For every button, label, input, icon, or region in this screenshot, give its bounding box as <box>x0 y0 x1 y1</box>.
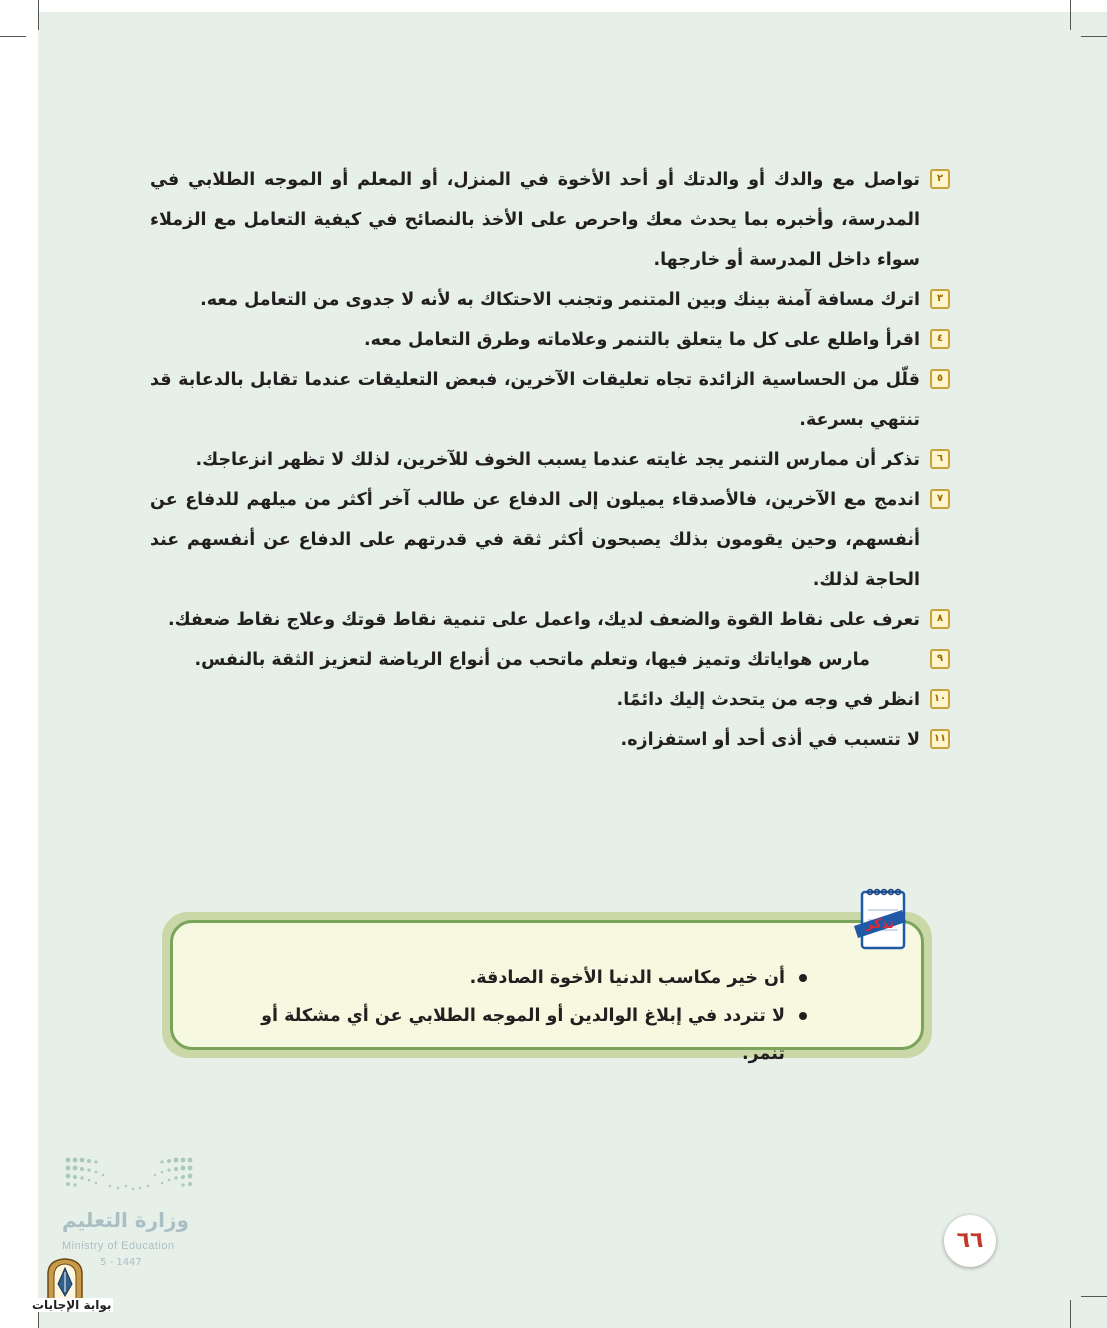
item-text: تعرف على نقاط القوة والضعف لديك، واعمل على تنمية نقاط قوتك وعلاج نقاط ضعفك. <box>167 610 920 630</box>
list-item <box>150 440 950 480</box>
list-item <box>150 320 950 360</box>
tips-list <box>150 160 950 760</box>
remember-title: تذكر <box>865 917 895 932</box>
page-number: ٦٦ <box>944 1215 996 1267</box>
item-number: ٦ <box>930 449 950 469</box>
item-number: ٥ <box>930 369 950 389</box>
crop-mark <box>1081 36 1107 37</box>
crop-mark <box>0 36 26 37</box>
item-text: قلّل من الحساسية الزائدة تجاه تعليقات الآخرين، فبعض التعليقات عندما تقابل بالدعابة قد تنتهي بسرعة. <box>150 370 920 430</box>
list-item <box>150 360 950 440</box>
list-item <box>150 280 950 320</box>
pen-nib-icon <box>44 1256 86 1302</box>
crop-mark <box>1070 1300 1071 1328</box>
list-item <box>150 640 950 680</box>
item-number: ١١ <box>930 729 950 749</box>
list-item <box>150 720 950 760</box>
item-number: ٢ <box>930 169 950 189</box>
crop-mark <box>1081 1296 1107 1297</box>
item-number: ٤ <box>930 329 950 349</box>
crop-mark <box>1070 0 1071 30</box>
item-text: تذكر أن ممارس التنمر يجد غايته عندما يسبب الخوف للآخرين، لذلك لا تظهر انزعاجك. <box>195 450 920 470</box>
list-item <box>150 480 950 600</box>
list-item <box>150 600 950 640</box>
list-item <box>150 160 950 280</box>
item-text: لا تتسبب في أذى أحد أو استفزازه. <box>620 730 920 750</box>
item-number: ٣ <box>930 289 950 309</box>
item-number: ٨ <box>930 609 950 629</box>
remember-box <box>162 912 932 1064</box>
remember-content <box>170 920 924 1064</box>
item-number: ٧ <box>930 489 950 509</box>
crop-mark <box>38 0 39 30</box>
notebook-icon <box>852 886 912 952</box>
item-text: انظر في وجه من يتحدث إليك دائمًا. <box>616 690 920 710</box>
list-item <box>150 680 950 720</box>
portal-label: بوابة الإجابات <box>32 1298 112 1312</box>
ministry-name-english: Ministry of Education <box>62 1240 175 1252</box>
item-text: اترك مسافة آمنة بينك وبين المتنمر وتجنب الاحتكاك به لأنه لا جدوى من التعامل معه. <box>200 290 920 310</box>
remember-bullet: أن خير مكاسب الدنيا الأخوة الصادقة. <box>213 959 811 997</box>
item-text: تواصل مع والدك أو والدتك أو أحد الأخوة في المنزل، أو المعلم أو الموجه الطلابي في المدرسة، وأخبره بما يحدث معك واحرص على الأخذ بالنصائح في كيفية التعامل مع الزملاء سواء داخل المدرسة أو خارجها. <box>150 170 920 270</box>
item-text: اندمج مع الآخرين، فالأصدقاء يميلون إلى الدفاع عن طالب آخر أكثر من ميلهم للدفاع عن أنفسهم، وحين يقومون بذلك يصبحون أكثر ثقة في قدرتهم على الدفاع عن أنفسهم عند الحاجة لذلك. <box>150 490 920 590</box>
item-text: اقرأ واطلع على كل ما يتعلق بالتنمر وعلاماته وطرق التعامل معه. <box>363 330 920 350</box>
remember-bullet: لا تتردد في إبلاغ الوالدين أو الموجه الطلابي عن أي مشكلة أو تنمر. <box>213 997 811 1073</box>
edition-year: 5 - 1447 <box>100 1257 142 1268</box>
item-text: مارس هواياتك وتميز فيها، وتعلم ماتحب من أنواع الرياضة لتعزيز الثقة بالنفس. <box>194 650 870 670</box>
ministry-name-arabic: وزارة التعليم <box>62 1208 189 1232</box>
item-number: ١٠ <box>930 689 950 709</box>
item-number: ٩ <box>930 649 950 669</box>
